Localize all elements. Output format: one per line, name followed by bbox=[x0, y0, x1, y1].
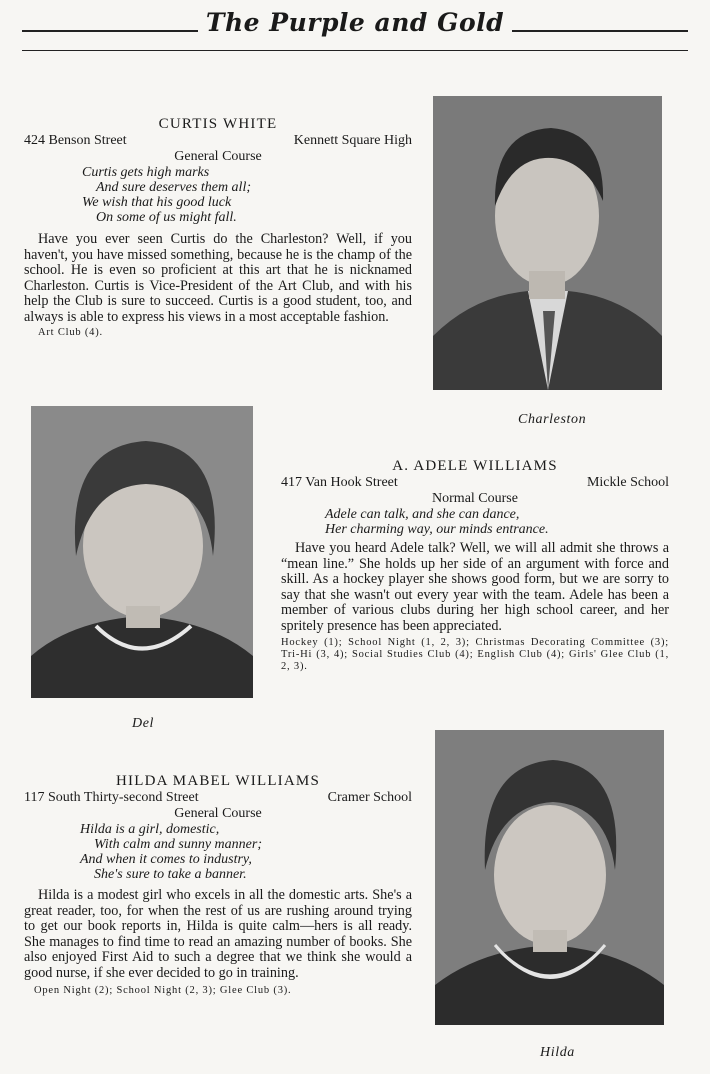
portrait-photo-icon bbox=[435, 730, 664, 1025]
verse-line: Her charming way, our minds entrance. bbox=[325, 522, 549, 537]
student-verse bbox=[325, 507, 669, 537]
student-school: Cramer School bbox=[327, 790, 412, 805]
header-rule-bottom bbox=[22, 50, 688, 51]
student-name: CURTIS WHITE bbox=[158, 116, 278, 132]
student-entry-adele bbox=[281, 458, 669, 673]
address-line bbox=[24, 133, 412, 149]
verse-line: And when it comes to industry, bbox=[80, 852, 252, 867]
portrait-photo-icon bbox=[31, 406, 253, 698]
verse-line: On some of us might fall. bbox=[96, 210, 237, 225]
student-name: HILDA MABEL WILLIAMS bbox=[116, 773, 320, 789]
portrait-photo-adele bbox=[31, 406, 253, 698]
student-course: Normal Course bbox=[432, 491, 518, 506]
student-address: 117 South Thirty-second Street bbox=[24, 790, 199, 805]
student-bio: Have you ever seen Curtis do the Charleston? Well, if you haven't, you have missed something, because he is the champ of the school. He is even so proficient at this art that he is nicknamed Charleston. Curtis is Vice-President of the Art Club, and with his help the Club is sure to succeed. Curtis is a good student, too, and always is able to express his views in a most acceptable fashion. bbox=[24, 231, 412, 325]
verse-line: We wish that his good luck bbox=[82, 195, 232, 210]
student-bio: Have you heard Adele talk? Well, we will all admit she throws a “mean line.” She holds up her side of an argument with force and skill. As a hockey player she shows good form, but we are sorry to say that she wasn't out every year with the team. Adele has been a member of various clubs during her high school career, and her spritely presence has been appreciated. bbox=[281, 540, 669, 634]
student-verse bbox=[82, 165, 412, 225]
portrait-photo-hilda bbox=[435, 730, 664, 1025]
verse-line: She's sure to take a banner. bbox=[94, 867, 247, 882]
student-entry-curtis bbox=[24, 116, 412, 339]
nickname-caption: Charleston bbox=[518, 412, 587, 427]
student-name: A. ADELE WILLIAMS bbox=[392, 458, 558, 474]
verse-line: With calm and sunny manner; bbox=[94, 837, 262, 852]
address-line bbox=[24, 790, 412, 806]
page-title: The Purple and Gold bbox=[198, 8, 512, 37]
verse-line: Adele can talk, and she can dance, bbox=[325, 507, 520, 522]
student-verse bbox=[80, 822, 412, 882]
student-course: General Course bbox=[174, 806, 262, 821]
nickname-caption: Del bbox=[132, 716, 155, 731]
verse-line: Curtis gets high marks bbox=[82, 165, 210, 180]
student-activities: Hockey (1); School Night (1, 2, 3); Christmas Decorating Committee (3); Tri-Hi (3, 4); Social Studies Club (4); English Club (4); Girls' Glee Club (1, 2, 3). bbox=[281, 637, 669, 672]
student-address: 424 Benson Street bbox=[24, 133, 127, 148]
student-activities: Art Club (4). bbox=[38, 327, 103, 338]
verse-line: And sure deserves them all; bbox=[96, 180, 251, 195]
address-line bbox=[281, 475, 669, 491]
portrait-photo-curtis bbox=[433, 96, 662, 390]
student-bio: Hilda is a modest girl who excels in all the domestic arts. She's a great reader, too, for when the rest of us are rushing around trying to get our book reports in, Hilda is quite calm—hers is all ready. She manages to find time to read an amazing number of books. She also enjoyed First Aid to such a degree that we think she would a good nurse, if she ever decided to go in training. bbox=[24, 887, 412, 981]
student-address: 417 Van Hook Street bbox=[281, 475, 398, 490]
student-school: Kennett Square High bbox=[293, 133, 412, 148]
student-activities: Open Night (2); School Night (2, 3); Glee Club (3). bbox=[34, 985, 292, 996]
verse-line: Hilda is a girl, domestic, bbox=[80, 822, 220, 837]
page-banner bbox=[0, 8, 710, 37]
student-course: General Course bbox=[174, 149, 262, 164]
student-school: Mickle School bbox=[586, 475, 669, 490]
student-entry-hilda bbox=[24, 773, 412, 997]
portrait-photo-icon bbox=[433, 96, 662, 390]
nickname-caption: Hilda bbox=[540, 1045, 575, 1060]
